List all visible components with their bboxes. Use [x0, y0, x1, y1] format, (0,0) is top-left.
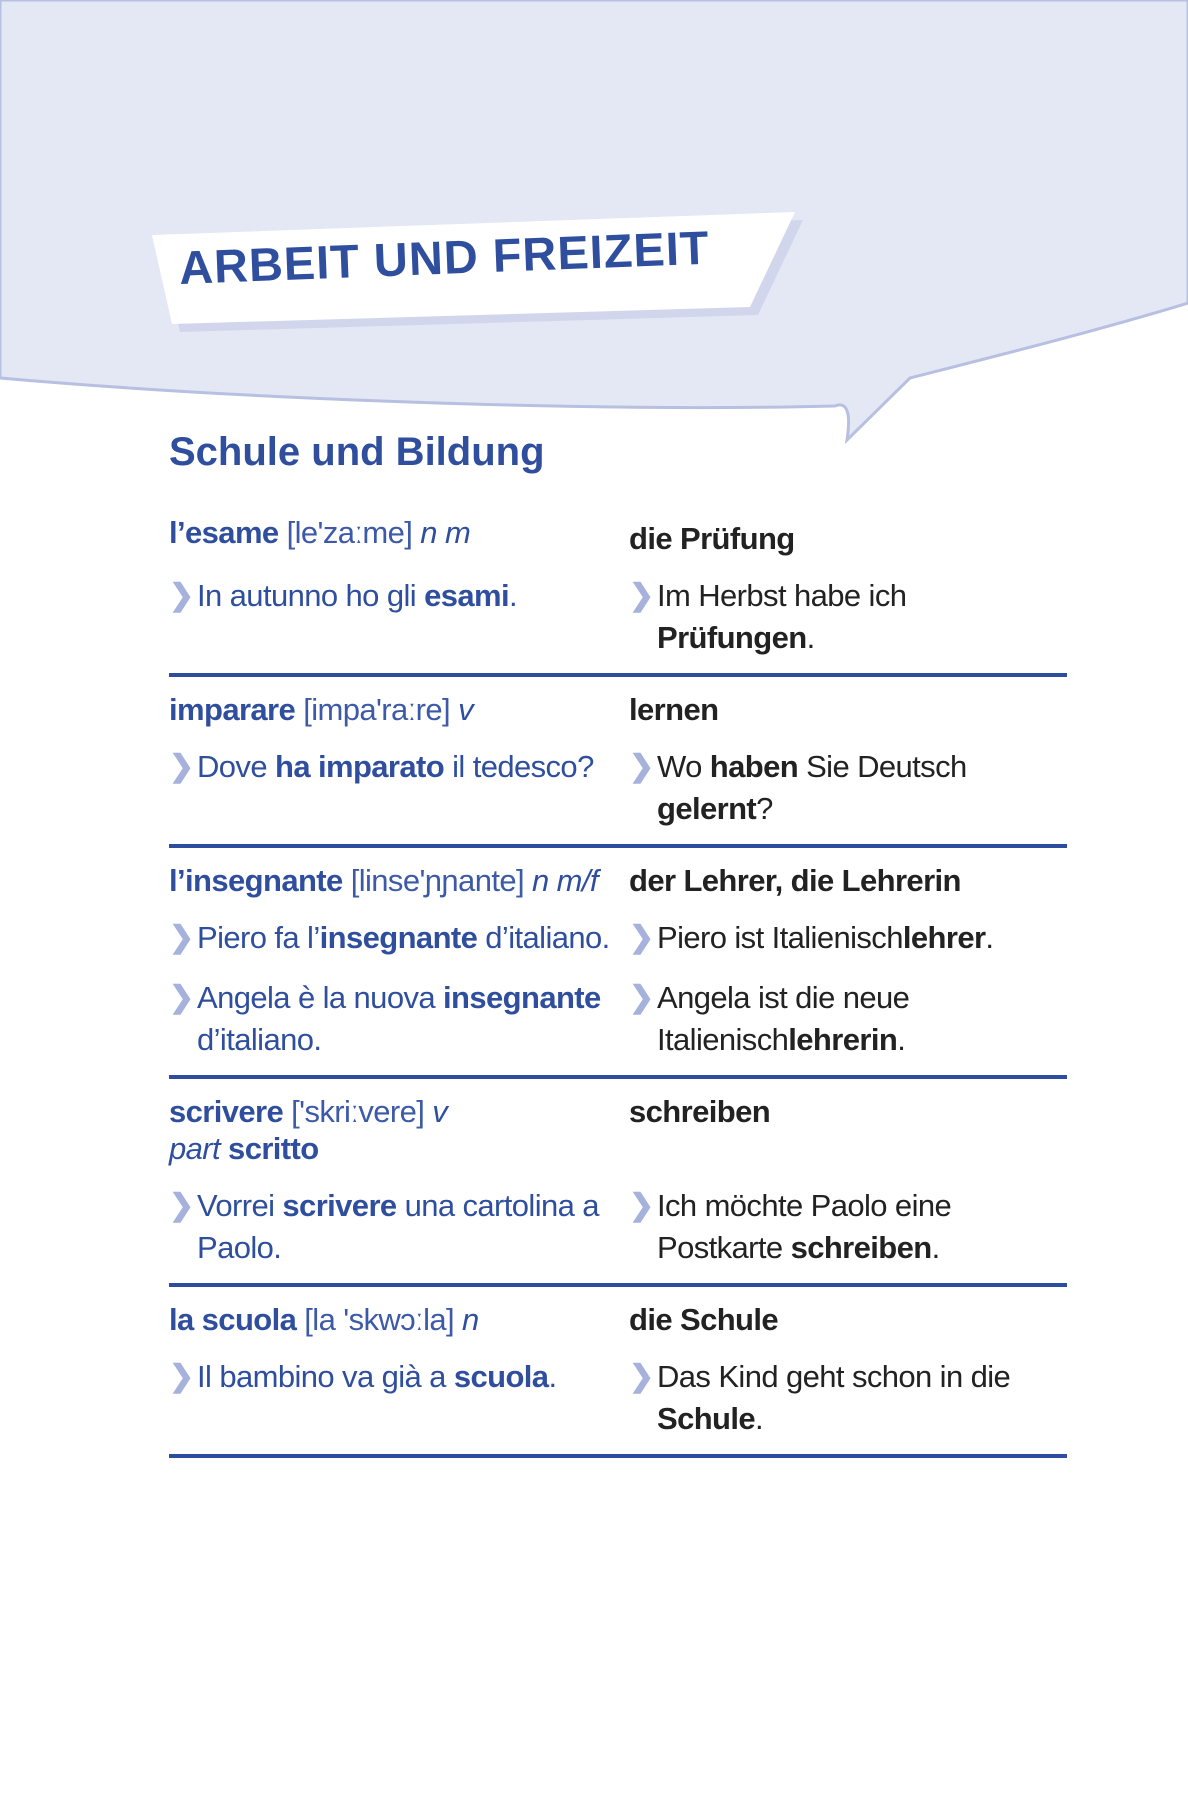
chevron-right-icon: ❯	[629, 750, 654, 783]
example-pair	[169, 1356, 1067, 1440]
grammar-info: n	[462, 1302, 479, 1337]
translation: der Lehrer, die Lehrerin	[629, 863, 961, 898]
headword-row	[169, 1079, 1067, 1167]
headword-row	[169, 1287, 1067, 1338]
headword: imparare	[169, 692, 296, 727]
example-text: Das Kind geht schon in die	[657, 1359, 1011, 1394]
example-german	[629, 575, 1067, 659]
translation: lernen	[629, 692, 719, 727]
chevron-right-icon: ❯	[169, 579, 194, 612]
example-text: .	[806, 620, 815, 655]
highlighted-word: schreiben	[790, 1230, 932, 1265]
grammar-info: v	[432, 1094, 448, 1129]
example-italian	[169, 1185, 619, 1269]
example-pair	[169, 1185, 1067, 1269]
grammar-info: v	[458, 692, 473, 727]
highlighted-word: insegnante	[443, 980, 601, 1015]
example-text: Il bambino va già a	[197, 1359, 454, 1394]
headword-row	[169, 848, 1067, 899]
vocab-entry	[169, 1287, 1067, 1458]
example-german	[629, 917, 1067, 959]
example-german	[629, 746, 1067, 830]
chevron-right-icon: ❯	[629, 921, 654, 954]
highlighted-word: insegnante	[319, 920, 478, 955]
vocab-entry	[169, 500, 1067, 677]
example-text: Angela ist die neue Italienisch	[657, 980, 910, 1057]
chevron-right-icon: ❯	[169, 750, 194, 783]
vocab-entry	[169, 848, 1067, 1079]
pronunciation: ['skriːvere]	[291, 1094, 425, 1129]
highlighted-word: Schule	[657, 1401, 756, 1436]
example-text: Piero fa l’	[197, 920, 320, 955]
vocab-entry	[169, 1079, 1067, 1287]
highlighted-word: gelernt	[657, 791, 757, 826]
vocab-entry	[169, 677, 1067, 848]
highlighted-word: scrivere	[282, 1188, 397, 1223]
section-heading: Schule und Bildung	[169, 430, 545, 474]
headword: scrivere	[169, 1094, 284, 1129]
example-text: .	[548, 1359, 557, 1394]
example-pair	[169, 977, 1067, 1061]
example-text: .	[985, 920, 994, 955]
chevron-right-icon: ❯	[629, 579, 654, 612]
example-text: Sie Deutsch	[798, 749, 967, 784]
example-text: ?	[756, 791, 773, 826]
example-text: .	[897, 1022, 906, 1057]
highlighted-word: haben	[709, 749, 799, 784]
example-text: d’italiano.	[197, 1022, 322, 1057]
example-italian	[169, 575, 619, 659]
chevron-right-icon: ❯	[629, 981, 654, 1014]
pronunciation: [le'zaːme]	[286, 515, 413, 550]
grammar-info: n m/f	[532, 863, 598, 898]
headword: la scuola	[169, 1302, 297, 1337]
headword-line	[169, 1093, 619, 1167]
example-pair	[169, 917, 1067, 959]
example-text: Piero ist Italienisch	[657, 920, 903, 955]
example-german	[629, 977, 1067, 1061]
translation: schreiben	[629, 1094, 771, 1129]
example-italian	[169, 746, 619, 830]
chevron-right-icon: ❯	[169, 1189, 194, 1222]
example-text: d’italiano.	[477, 920, 610, 955]
example-german	[629, 1185, 1067, 1269]
headword-line	[169, 514, 619, 557]
example-italian	[169, 977, 619, 1061]
example-text: Angela è la nuova	[197, 980, 444, 1015]
highlighted-word: scuola	[453, 1359, 549, 1394]
headword: l’esame	[169, 515, 279, 550]
participle-label: part	[169, 1131, 221, 1166]
chevron-right-icon: ❯	[169, 1360, 194, 1393]
grammar-info: n m	[420, 515, 471, 550]
chevron-right-icon: ❯	[169, 921, 194, 954]
example-text: il tedesco?	[444, 749, 594, 784]
pronunciation: [linse'ɲɲante]	[350, 863, 525, 898]
example-text: Wo	[657, 749, 710, 784]
chevron-right-icon: ❯	[629, 1360, 654, 1393]
example-text: Im Herbst habe ich	[657, 578, 907, 613]
pronunciation: [impa'raːre]	[303, 692, 451, 727]
translation: die Prüfung	[629, 521, 795, 556]
headword-line	[169, 862, 619, 899]
example-text: Vorrei	[197, 1188, 283, 1223]
headword-row	[169, 500, 1067, 557]
pronunciation: [la 'skwɔːla]	[304, 1302, 455, 1337]
chevron-right-icon: ❯	[169, 981, 194, 1014]
highlighted-word: lehrerin	[788, 1022, 898, 1057]
example-pair	[169, 575, 1067, 659]
example-italian	[169, 917, 619, 959]
page-title: ARBEIT UND FREIZEIT	[178, 220, 711, 294]
highlighted-word: Prüfungen	[657, 620, 807, 655]
example-text: In autunno ho gli	[197, 578, 425, 613]
example-text: .	[931, 1230, 940, 1265]
chevron-right-icon: ❯	[629, 1189, 654, 1222]
highlighted-word: esami	[424, 578, 509, 613]
example-pair	[169, 746, 1067, 830]
headword-row	[169, 677, 1067, 728]
example-italian	[169, 1356, 619, 1440]
example-german	[629, 1356, 1067, 1440]
highlighted-word: lehrer	[902, 920, 986, 955]
vocabulary-list	[169, 500, 1067, 1458]
headword-line	[169, 691, 619, 728]
example-text: Dove	[197, 749, 275, 784]
headword-line	[169, 1301, 619, 1338]
example-text: una cartolina a Paolo.	[197, 1188, 599, 1265]
headword: l’insegnante	[169, 863, 343, 898]
highlighted-word: ha imparato	[274, 749, 445, 784]
divider	[169, 1454, 1067, 1458]
example-text: Ich möchte Paolo eine Postkarte	[657, 1188, 952, 1265]
translation: die Schule	[629, 1302, 779, 1337]
example-text: .	[508, 578, 517, 613]
example-text: .	[755, 1401, 764, 1436]
participle-form: scritto	[228, 1131, 319, 1166]
